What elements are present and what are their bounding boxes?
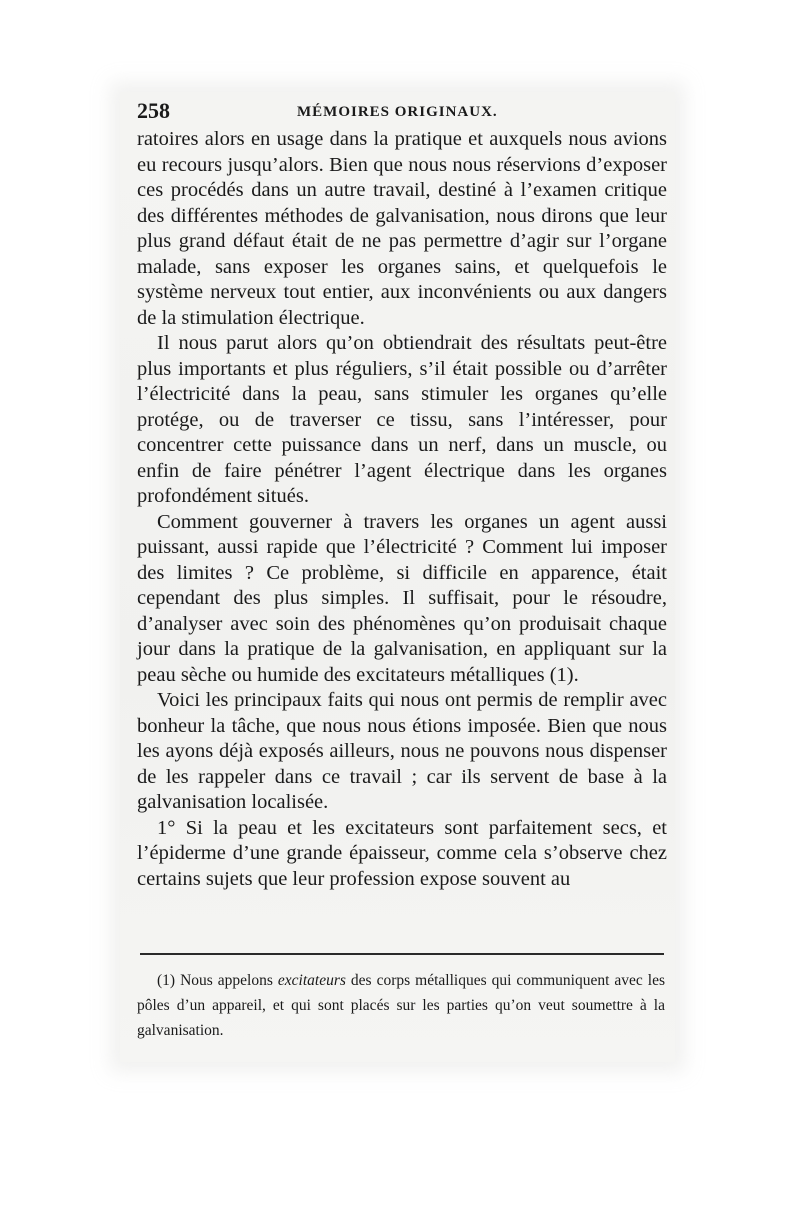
paragraph: Il nous parut alors qu’on obtiendrait des résultats peut-être plus importants et plus réguliers, s’il était possible ou d’arrêter l’électricité dans la peau, sans stimuler les organes qu’elle protége, ou de traverser ce tissu, sans l’intéresser, pour concentrer cette puissance dans un nerf, dans un muscle, ou enfin de faire pénétrer l’agent électrique dans les organes profondément situés. (137, 332, 667, 507)
page-number: 258 (137, 98, 170, 123)
footnote (137, 968, 665, 1043)
footnote-text (137, 968, 665, 1043)
paragraph: Comment gouverner à travers les organes un agent aussi puissant, aussi rapide que l’électricité ? Comment lui imposer des limites ? Ce problème, si difficile en apparence, était cependant des plus simples. Il suffisait, pour le résoudre, d’analyser avec soin des phénomènes qu’on produisait chaque jour dans la pratique de la galvanisation, en appliquant sur la peau sèche ou humide des excitateurs métalliques (1). (137, 510, 667, 686)
footnote-divider (140, 953, 664, 955)
footnote-lead: (1) Nous appelons (157, 972, 278, 989)
paragraph: 1° Si la peau et les excitateurs sont parfaitement secs, et l’épiderme d’une grande épaisseur, comme cela s’observe chez certains sujets que leur profession expose souvent au (137, 816, 667, 890)
footnote-term: excitateurs (277, 972, 346, 989)
running-title: MÉMOIRES ORIGINAUX. (297, 104, 498, 120)
body-text (137, 127, 667, 892)
page-header (137, 96, 667, 126)
footnote-rest: des corps métalliques qui communiquent avec les pôles d’un appareil, et qui sont placés sur les parties qu’on veut soumettre à la galvanisation. (137, 972, 665, 1039)
paragraph: Voici les principaux faits qui nous ont permis de remplir avec bonheur la tâche, que nous nous étions imposée. Bien que nous les ayons déjà exposés ailleurs, nous ne pouvons nous dispenser de les rappeler dans ce travail ; car ils servent de base à la galvanisation localisée. (137, 689, 667, 813)
paragraph-continuation: ratoires alors en usage dans la pratique et auxquels nous avions eu recours jusqu’alors. Bien que nous nous réservions d’exposer ces procédés dans un autre travail, destiné à l’examen critique des différentes méthodes de galvanisation, nous dirons que leur plus grand défaut était de ne pas permettre d’agir sur l’organe malade, sans exposer les organes sains, et quelquefois le système nerveux tout entier, aux inconvénients ou aux dangers de la stimulation électrique. (137, 128, 667, 329)
